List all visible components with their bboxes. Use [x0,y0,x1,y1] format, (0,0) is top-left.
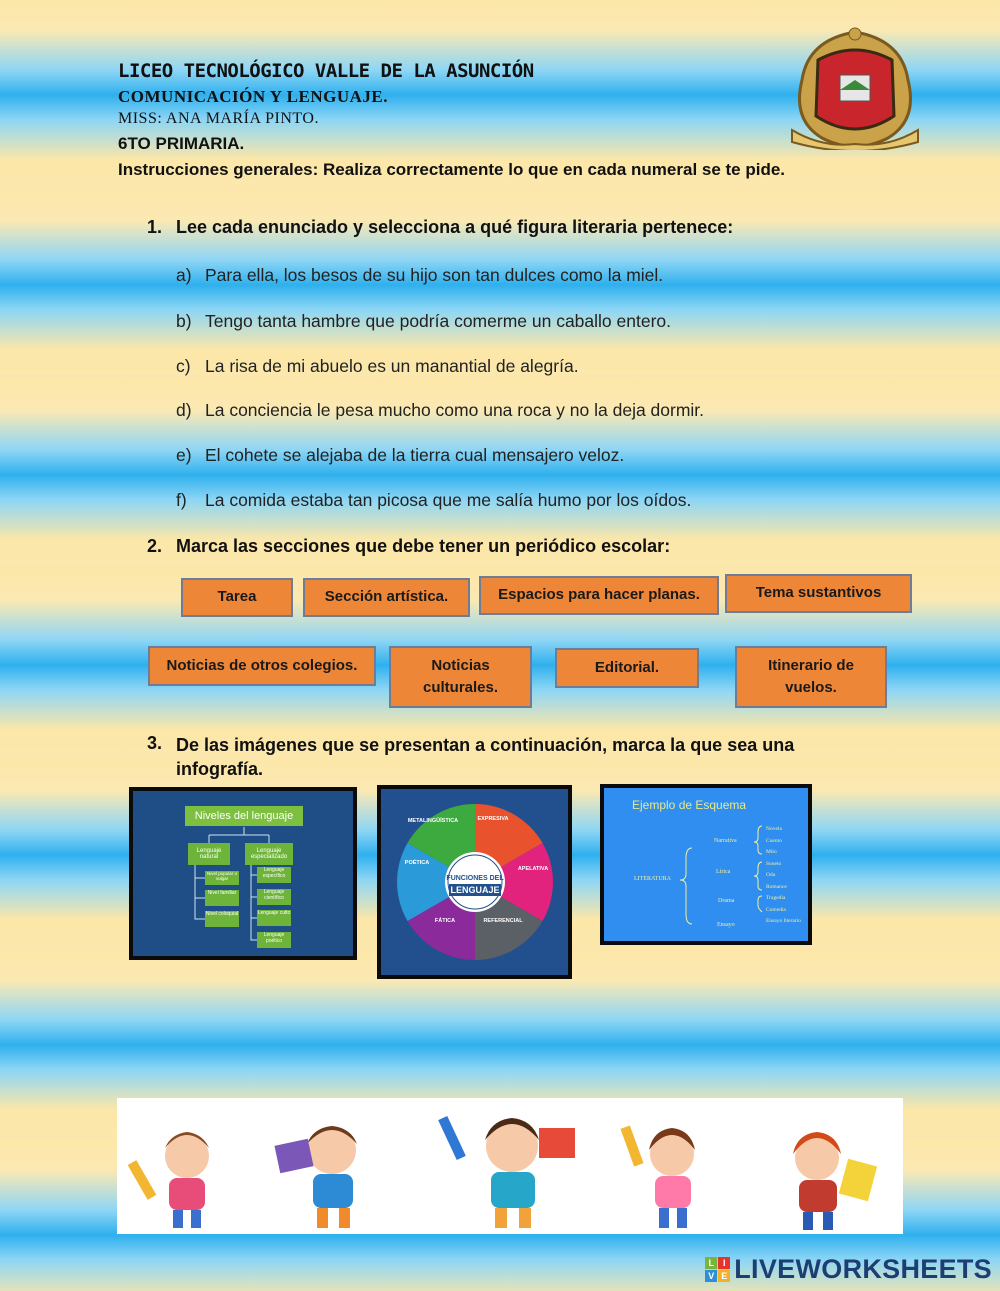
image-option-funciones-lenguaje[interactable] [377,785,572,979]
option-tema-sustantivos[interactable]: Tema sustantivos [725,574,912,613]
q1-number: 1. [147,217,163,237]
funciones-wheel [381,789,568,975]
niveles-right-2: Lenguaje científico [257,889,291,905]
esquema-branch-3: Drama [718,898,735,904]
kids-illustration-banner [117,1098,903,1234]
seg-fatica: FÁTICA [434,918,456,924]
leaf-soneto: Soneto [766,860,782,867]
option-editorial[interactable]: Editorial. [555,648,699,688]
leaf-oda: Oda [766,872,776,878]
q1-item-text[interactable]: Para ella, los besos de su hijo son tan dulces como la miel. [205,265,664,285]
q3-number: 3. [147,733,163,753]
kid-4-figure [620,1125,695,1228]
niveles-left-2: Nivel familiar [205,890,239,906]
option-tarea[interactable]: Tarea [181,578,293,617]
q1-title: Lee cada enunciado y selecciona a qué figura literaria pertenece: [176,217,734,237]
q1-item-text[interactable]: Tengo tanta hambre que podría comerme un caballo entero. [205,311,671,331]
liveworksheets-wordmark: LIVEWORKSHEETS [734,1254,992,1284]
seg-metalinguistica: METALINGÜÍSTICA [407,818,459,824]
q2-title: Marca las secciones que debe tener un periódico escolar: [176,536,671,556]
q1-item-letter: e) [176,445,192,465]
funciones-center-2: LENGUAJE [450,885,500,895]
grade-label: 6TO PRIMARIA. [118,134,245,153]
live-letter-l: L [705,1257,717,1269]
live-letter-e: E [718,1270,730,1282]
subject-name: COMUNICACIÓN Y LENGUAJE. [118,87,388,106]
niveles-right-4: Lenguaje poético [257,932,291,948]
niveles-left-3: Nivel coloquial [205,911,239,927]
funciones-center-1: FUNCIONES DEL [446,875,504,882]
school-name: LICEO TECNOLÓGICO VALLE DE LA ASUNCIÓN [118,60,534,82]
seg-poetica: POÉTICA [404,860,430,866]
esquema-branch-1: Narrativa [714,838,737,844]
leaf-cuento: Cuento [766,837,782,844]
kid-3-figure [438,1116,575,1228]
q1-item-letter: c) [176,356,191,376]
niveles-right-head: Lenguaje especializado [245,843,293,865]
niveles-title: Niveles del lenguaje [185,806,303,826]
leaf-mito: Mito [766,849,777,855]
leaf-ensayo-literario: Ensayo literario [766,918,801,924]
q1-item-letter: f) [176,490,187,510]
q3-title: De las imágenes que se presentan a continuación, marca la que sea una infografía. [176,735,795,779]
kid-2-figure [274,1126,357,1228]
q1-item-letter: a) [176,265,192,285]
q1-item-text[interactable]: La risa de mi abuelo es un manantial de alegría. [205,356,579,376]
q1-item-letter: d) [176,400,192,420]
niveles-left-1: Nivel popular o vulgar [205,871,239,885]
option-espacios-planas[interactable]: Espacios para hacer planas. [479,576,719,615]
leaf-comedia: Comedia [766,906,786,913]
option-itinerario-vuelos[interactable]: Itinerario de vuelos. [735,646,887,708]
image-option-ejemplo-esquema[interactable] [600,784,812,945]
option-noticias-culturales[interactable]: Noticias culturales. [389,646,532,708]
school-crest-emblem [782,20,928,150]
q1-item-text[interactable]: La comida estaba tan picosa que me salía humo por los oídos. [205,490,692,510]
teacher-name: MISS: ANA MARÍA PINTO. [118,110,319,127]
live-grid-icon [705,1257,730,1282]
image-option-niveles-lenguaje[interactable] [129,787,357,960]
q1-item-text[interactable]: La conciencia le pesa mucho como una roca y no la deja dormir. [205,400,705,420]
option-seccion-artistica[interactable]: Sección artística. [303,578,470,617]
q1-item-letter: b) [176,311,192,331]
leaf-tragedia: Tragedia [766,895,786,901]
q1-item-text[interactable]: El cohete se alejaba de la tierra cual mensajero veloz. [205,445,625,465]
esquema-title: Ejemplo de Esquema [632,798,747,812]
esquema-branch-4: Ensayo [717,922,735,928]
liveworksheets-logo[interactable] [705,1254,992,1285]
niveles-right-1: Lenguaje específico [257,867,291,883]
kid-1-figure [128,1132,209,1228]
esquema-leaves-1 [766,824,806,928]
niveles-left-head: Lenguaje natural [188,843,230,865]
seg-referencial: REFERENCIAL [483,918,523,924]
leaf-romance: Romance [766,883,787,890]
live-letter-i: I [718,1257,730,1269]
esquema-branch-2: Lírica [716,869,731,875]
general-instructions: Instrucciones generales: Realiza correctamente lo que en cada numeral se te pide. [118,160,786,179]
esquema-root: LITERATURA [634,876,671,882]
seg-apelativa: APELATIVA [517,866,549,872]
live-letter-v: V [705,1270,717,1282]
q2-number: 2. [147,536,163,556]
niveles-right-3: Lenguaje culto [257,910,291,926]
option-noticias-otros-colegios[interactable]: Noticias de otros colegios. [148,646,376,686]
leaf-novela: Novela [766,826,782,832]
niveles-connectors [133,791,353,956]
kid-5-figure [793,1132,877,1230]
seg-expresiva: EXPRESIVA [477,816,509,822]
